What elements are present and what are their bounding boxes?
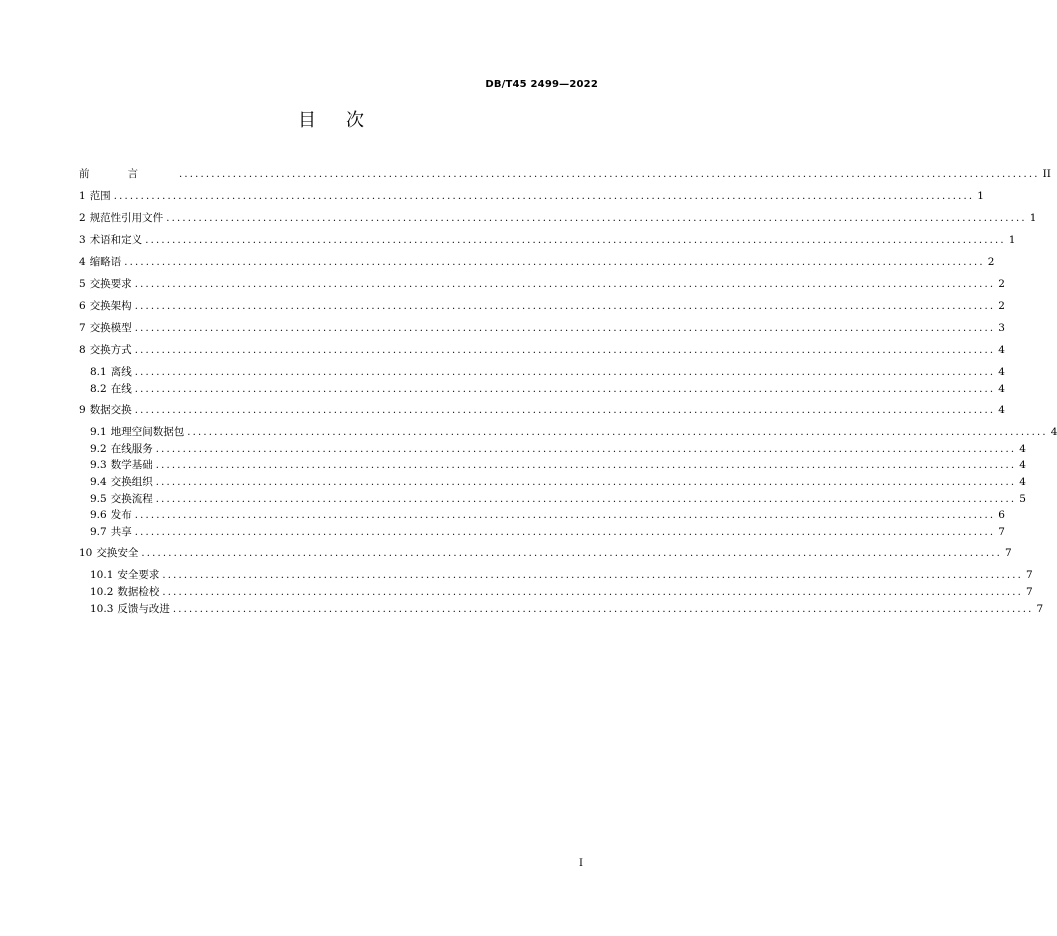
dot-leader: ................................................................................................................................................................ (124, 257, 985, 268)
toc-entry-label (79, 545, 138, 560)
toc-entry-page: 4 (998, 344, 1005, 356)
toc-entry-text: 在线 (110, 382, 132, 395)
toc-entry[interactable] (79, 276, 1005, 298)
toc-entry-label (90, 584, 159, 599)
toc-entry-number: 8 (79, 344, 86, 356)
toc-subentry[interactable] (79, 507, 1005, 524)
toc-entry-page: 6 (998, 509, 1005, 522)
toc-entry-page: 7 (1004, 547, 1012, 560)
dot-leader: ................................................................................................................................................................ (134, 367, 996, 378)
toc-entry-label (90, 474, 153, 489)
toc-entry[interactable] (79, 402, 1005, 424)
toc-entry-text: 交换组织 (110, 475, 153, 488)
toc-entry-page: 7 (1025, 585, 1033, 598)
dot-leader: ................................................................................................................................................................ (141, 548, 1002, 560)
toc-entry-label (79, 232, 142, 247)
toc-entry[interactable] (79, 166, 1051, 188)
toc-entry-page: 4 (1019, 475, 1026, 488)
toc-entry-number: 5 (79, 278, 86, 290)
toc-entry-page: II (1042, 168, 1051, 180)
toc-entry[interactable] (79, 210, 1037, 232)
toc-entry-number: 8.1 (90, 366, 107, 378)
toc-entry-page: 4 (1019, 459, 1026, 472)
dot-leader: ................................................................................................................................................................ (162, 586, 1023, 598)
toc-entry-number: 9.6 (90, 509, 107, 522)
toc-entry[interactable] (79, 298, 1005, 320)
dot-leader: ................................................................................................................................................................ (172, 603, 1034, 615)
dot-leader: ................................................................................................................................................................ (155, 493, 1017, 505)
toc-entry-number: 9 (79, 404, 86, 417)
toc-entry-page: 4 (998, 404, 1005, 417)
dot-leader: ................................................................................................................................................................ (134, 301, 996, 312)
toc-entry-text: 共享 (110, 525, 132, 538)
toc-entry-text: 交换方式 (89, 344, 132, 356)
toc-entry-text: 地理空间数据包 (110, 426, 185, 439)
toc-entry-label (79, 320, 132, 335)
toc-entry-number: 4 (79, 256, 86, 268)
toc-subentry[interactable] (79, 524, 1005, 541)
toc-subentry[interactable] (79, 491, 1026, 508)
toc-entry-number: 2 (79, 212, 86, 224)
toc-subentry[interactable] (79, 474, 1026, 491)
toc-entry-label (90, 457, 153, 472)
toc-entry-text: 数学基础 (110, 459, 153, 472)
toc-entry-text: 交换要求 (89, 278, 132, 290)
toc-entry-label (90, 567, 159, 582)
toc-entry-label (79, 276, 132, 291)
toc-entry[interactable] (79, 320, 1005, 342)
toc-entry-page: 4 (1050, 426, 1057, 439)
toc-subentry[interactable] (79, 381, 1005, 398)
page-number: I (579, 858, 583, 869)
toc-entry[interactable] (79, 254, 995, 276)
toc-entry-page: 5 (1019, 492, 1026, 505)
toc-entry-text: 在线服务 (110, 442, 153, 455)
toc-subentry[interactable] (79, 601, 1044, 618)
toc-entry-text: 反馈与改进 (117, 602, 170, 615)
toc-entry-page: 7 (1036, 602, 1044, 615)
toc-subentry[interactable] (79, 584, 1033, 601)
toc-entry-number: 10.1 (90, 569, 114, 582)
toc-entry-label (90, 507, 132, 522)
dot-leader: ................................................................................................................................................................ (134, 510, 996, 522)
toc-entry-number: 9.5 (90, 492, 107, 505)
toc-entry-text: 规范性引用文件 (89, 212, 164, 224)
dot-leader: ................................................................................................................................................................ (134, 323, 996, 334)
toc-entry-text: 交换架构 (89, 300, 132, 312)
toc-entry-label (79, 166, 176, 181)
toc-entry-page: 2 (987, 256, 995, 268)
toc-entry-label (79, 342, 132, 357)
toc-entry-number: 9.3 (90, 459, 107, 472)
toc-entry[interactable] (79, 188, 984, 210)
toc-entry-number: 8.2 (90, 382, 107, 395)
toc-entry-number: 7 (79, 322, 86, 334)
dot-leader: ................................................................................................................................................................ (187, 427, 1048, 439)
toc-entry-number: 3 (79, 234, 86, 246)
toc-entry-page: 4 (1019, 442, 1026, 455)
toc-subentry[interactable] (79, 424, 1057, 441)
toc-subentry[interactable] (79, 364, 1005, 381)
toc-subentry[interactable] (79, 567, 1033, 584)
toc-entry-text: 离线 (110, 366, 132, 378)
toc-entry-page: 7 (1025, 569, 1033, 582)
toc-entry-number: 6 (79, 300, 86, 312)
dot-leader: ................................................................................................................................................................ (134, 405, 996, 417)
toc-entry[interactable] (79, 545, 1012, 567)
dot-leader: ................................................................................................................................................................ (155, 476, 1017, 488)
toc-entry-text: 缩略语 (89, 256, 122, 268)
toc-entry-number: 10 (79, 547, 93, 560)
dot-leader: ................................................................................................................................................................ (145, 235, 1006, 246)
toc-entry-label (90, 491, 153, 506)
toc-entry-page: 4 (998, 382, 1005, 395)
standard-code: DB/T45 2499—2022 (485, 79, 598, 90)
dot-leader: ................................................................................................................................................................ (113, 191, 975, 202)
toc-entry-label (90, 524, 132, 539)
toc-entry-page: 7 (998, 525, 1005, 538)
toc-entry-label (90, 601, 170, 616)
dot-leader: ................................................................................................................................................................ (134, 526, 996, 538)
toc-entry-text: 交换流程 (110, 492, 153, 505)
toc-subentry[interactable] (79, 441, 1026, 458)
toc-entry-page: 3 (998, 322, 1005, 334)
dot-leader: ................................................................................................................................................................ (134, 279, 996, 290)
toc-entry-text: 术语和定义 (89, 234, 143, 246)
toc-entry-text: 发布 (110, 509, 132, 522)
toc-entry-number: 9.2 (90, 442, 107, 455)
toc-subentry[interactable] (79, 457, 1026, 474)
toc-entry-label (79, 188, 111, 203)
toc-entry-text: 数据交换 (89, 404, 132, 417)
toc-title: 目次 (298, 110, 394, 131)
toc-entry-number: 10.3 (90, 602, 114, 615)
toc-entry-page: 1 (1008, 234, 1016, 246)
toc-entry-label (90, 424, 184, 439)
toc-entry-page: 1 (1029, 212, 1037, 224)
toc-entry-page: 2 (998, 300, 1005, 312)
toc-entry-label (79, 402, 132, 417)
dot-leader: ................................................................................................................................................................ (162, 570, 1023, 582)
dot-leader: ................................................................................................................................................................ (166, 213, 1027, 224)
dot-leader: ................................................................................................................................................................ (134, 383, 996, 395)
dot-leader: ................................................................................................................................................................ (155, 443, 1017, 455)
toc-entry-label (90, 381, 132, 396)
toc-entry-page: 2 (998, 278, 1005, 290)
toc-entry[interactable] (79, 342, 1005, 364)
toc-entry[interactable] (79, 232, 1016, 254)
toc-entry-label (79, 298, 132, 313)
toc-entry-label (79, 210, 163, 225)
table-of-contents (79, 166, 1057, 617)
toc-entry-text: 范围 (89, 190, 111, 202)
dot-leader: ................................................................................................................................................................ (134, 345, 996, 356)
toc-entry-number: 9.1 (90, 426, 107, 439)
toc-entry-number: 9.7 (90, 525, 107, 538)
toc-entry-label (79, 254, 121, 269)
toc-entry-number: 10.2 (90, 585, 114, 598)
toc-entry-page: 1 (977, 190, 984, 202)
toc-entry-label (90, 441, 153, 456)
toc-entry-page: 4 (998, 366, 1005, 378)
toc-entry-text: 前言 (79, 168, 176, 180)
toc-entry-text: 数据检校 (117, 585, 160, 598)
dot-leader: ................................................................................................................................................................ (155, 460, 1017, 472)
toc-entry-label (90, 364, 132, 379)
toc-entry-text: 安全要求 (117, 569, 160, 582)
toc-entry-number: 1 (79, 190, 86, 202)
toc-entry-text: 交换安全 (96, 547, 139, 560)
toc-entry-number: 9.4 (90, 475, 107, 488)
toc-entry-text: 交换模型 (89, 322, 132, 334)
dot-leader: ................................................................................................................................................................ (179, 169, 1040, 180)
